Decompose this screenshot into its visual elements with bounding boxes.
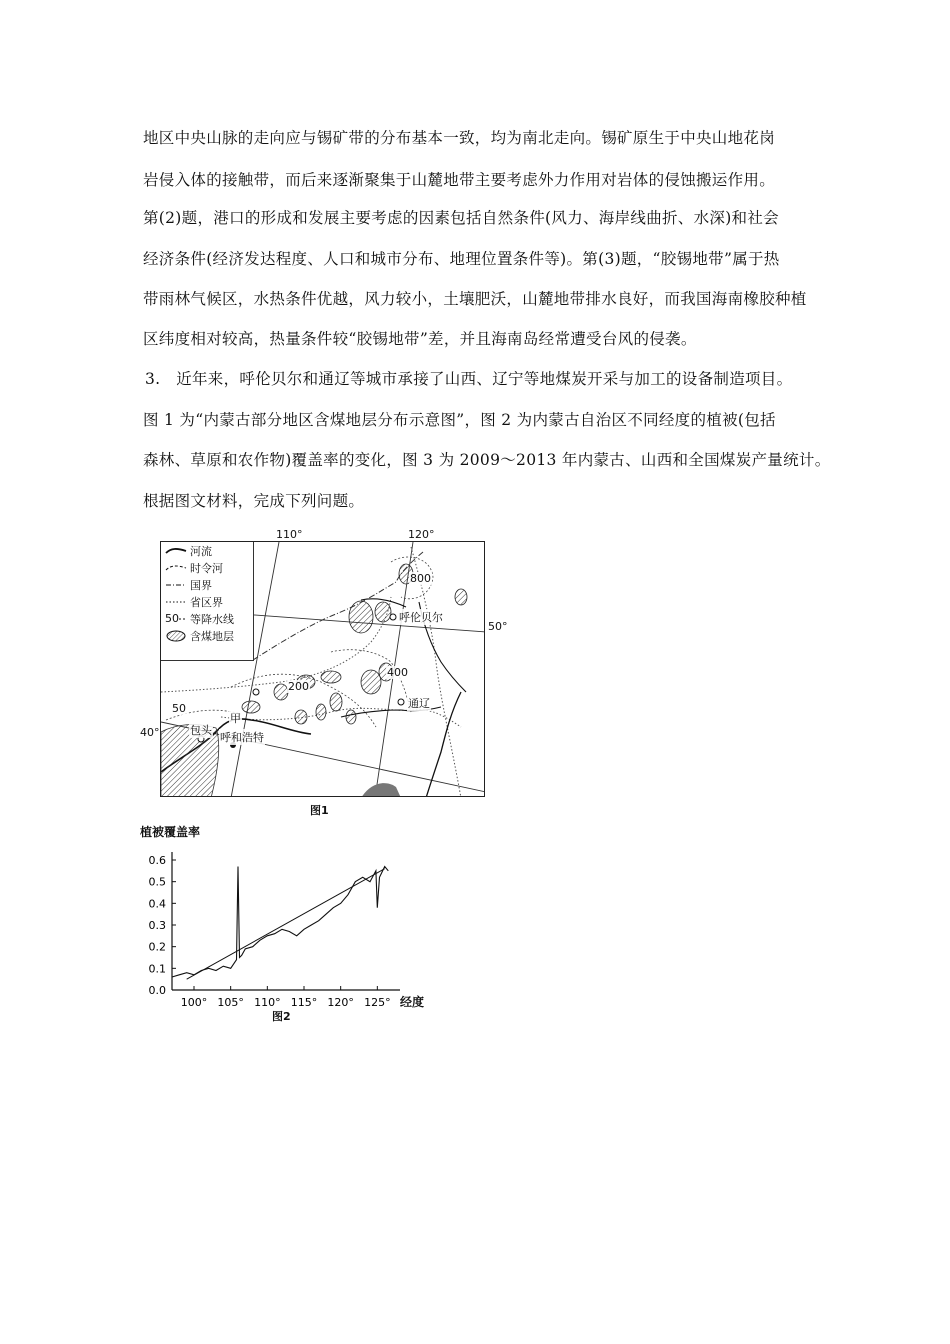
coal-strata [242, 564, 467, 724]
legend-province-border [161, 593, 253, 610]
y-tick-label: 0.0 [148, 984, 166, 997]
city-tongliao-label: 通辽 [408, 697, 430, 710]
map-legend [161, 542, 254, 661]
map-frame [160, 541, 485, 797]
longitude-110-label: 110° [276, 528, 303, 541]
isohyet-50-label: 50 [172, 702, 186, 715]
x-tick-label: 100° [180, 996, 208, 1009]
x-tick-label: 110° [254, 996, 281, 1009]
river-icon [165, 546, 187, 556]
x-tick-label: 105° [217, 996, 244, 1009]
latitude-40-label: 40° [140, 726, 160, 739]
legend-national-border-label: 国界 [190, 578, 212, 592]
city-jia-marker [253, 689, 259, 695]
isohyet-800-label: 800 [410, 572, 431, 585]
question-3-line-4: 根据图文材料，完成下列问题。 [143, 492, 365, 510]
longitude-120-label: 120° [408, 528, 435, 541]
text-line-1: 地区中央山脉的走向应与锡矿带的分布基本一致，均为南北走向。锡矿原生于中央山地花岗 [143, 129, 776, 147]
sea-bohai [361, 783, 401, 797]
national-border-icon [165, 580, 187, 590]
coal-stratum-icon [165, 630, 187, 642]
figure-2-ylabel: 植被覆盖率 [140, 825, 201, 839]
y-tick-label: 0.2 [148, 940, 166, 954]
text-line-2: 岩侵入体的接触带，而后来逐渐聚集于山麓地带主要考虑外力作用对岩体的侵蚀搬运作用。 [143, 171, 776, 189]
legend-national-border [161, 576, 253, 593]
text-line-5: 带雨林气候区，水热条件优越，风力较小，土壤肥沃，山麓地带排水良好，而我国海南橡胶种植 [143, 290, 807, 308]
city-hohhot-label: 呼和浩特 [220, 731, 264, 744]
river-liao [426, 692, 461, 797]
figure-2-caption: 图2 [272, 1010, 291, 1023]
city-jia-label: 甲 [230, 712, 241, 725]
legend-river-label: 河流 [190, 544, 212, 558]
text-line-4: 经济条件(经济发达程度、人口和城市分布、地理位置条件等)。第(3)题，“胶锡地带”属于热 [143, 250, 780, 268]
latitude-50-label: 50° [488, 620, 508, 633]
x-tick-label: 125° [364, 996, 391, 1009]
city-baotou-label: 包头 [190, 724, 212, 737]
text-line-6: 区纬度相对较高，热量条件较“胶锡地带”差，并且海南岛经常遭受台风的侵袭。 [143, 330, 697, 348]
vegetation-chart [130, 840, 430, 1020]
y-tick-label: 0.5 [148, 875, 166, 889]
question-3-line-2: 图 1 为“内蒙古部分地区含煤地层分布示意图”，图 2 为内蒙古自治区不同经度的植被(包括 [143, 411, 776, 429]
y-tick-label: 0.1 [148, 962, 166, 976]
isohyet-icon [179, 614, 187, 624]
city-hulunbuir-marker [390, 614, 396, 620]
trend-line [187, 869, 385, 980]
legend-seasonal-river-label: 时令河 [190, 561, 223, 575]
legend-coal-stratum [161, 627, 253, 644]
city-tongliao-marker [398, 699, 404, 705]
legend-province-border-label: 省区界 [190, 595, 223, 609]
y-tick-label: 0.6 [148, 854, 166, 867]
seasonal-river-icon [165, 563, 187, 573]
province-border-icon [165, 597, 187, 607]
x-tick-label: 120° [327, 996, 354, 1009]
legend-coal-stratum-label: 含煤地层 [190, 629, 234, 643]
y-tick-label: 0.4 [148, 897, 166, 911]
figure-2-xlabel: 经度 [400, 995, 425, 1009]
vegetation-coverage-line [172, 867, 388, 978]
isohyet-400-label: 400 [387, 666, 408, 679]
isohyet-200-label: 200 [288, 680, 309, 693]
question-3-line-1: 3. 近年来，呼伦贝尔和通辽等城市承接了山西、辽宁等地煤炭开采与加工的设备制造项目。 [145, 370, 793, 388]
y-tick-label: 0.3 [148, 919, 166, 932]
question-3-line-3: 森林、草原和农作物)覆盖率的变化，图 3 为 2009～2013 年内蒙古、山西和全国煤炭产量统计。 [143, 451, 831, 469]
figure-1-caption: 图1 [310, 804, 329, 817]
city-hulunbuir-label: 呼伦贝尔 [399, 611, 443, 624]
legend-isohyet-prefix: 50 [165, 612, 179, 625]
legend-isohyet-label: 等降水线 [190, 612, 234, 626]
x-tick-label: 115° [290, 996, 318, 1009]
text-line-3: 第(2)题，港口的形成和发展主要考虑的因素包括自然条件(风力、海岸线曲折、水深)和社会 [143, 209, 779, 227]
legend-seasonal-river [161, 559, 253, 576]
legend-river [161, 542, 253, 559]
legend-isohyet [161, 610, 253, 627]
